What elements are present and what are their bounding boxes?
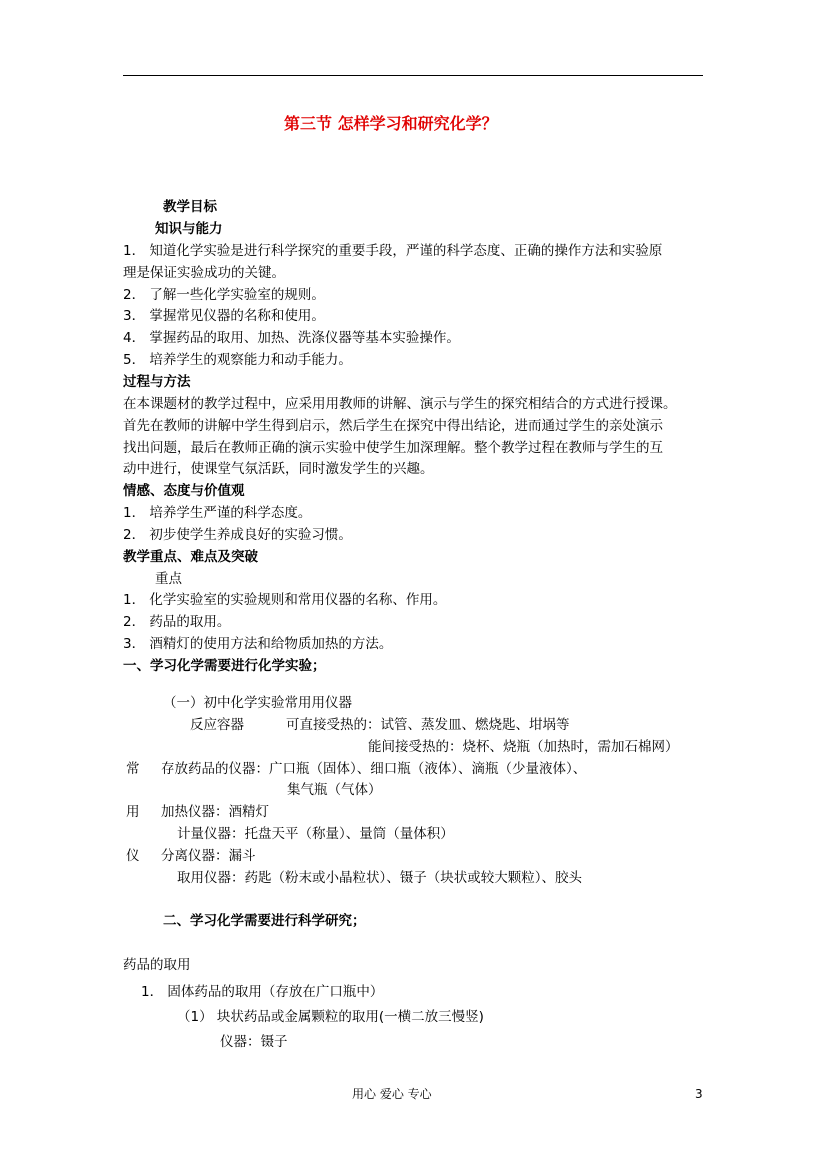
keypoint-item: 3． 酒精灯的使用方法和给物质加热的方法。 (123, 636, 393, 652)
side-char: 用 (126, 804, 140, 820)
attitude-item: 1． 培养学生严谨的科学态度。 (123, 505, 312, 521)
header-rule (123, 75, 703, 76)
attitude-subheading: 情感、态度与价值观 (123, 483, 245, 499)
section1-heading: 一、学习化学需要进行化学实验； (123, 658, 326, 674)
keypoint-item: 2． 药品的取用。 (123, 614, 231, 630)
attitude-item: 2． 初步使学生养成良好的实验习惯。 (123, 527, 352, 543)
process-line: 首先在教师的讲解中学生得到启示，然后学生在探究中得出结论，进而通过学生的亲处演示 (123, 418, 663, 434)
goal-item: 1． 知道化学实验是进行科学探究的重要手段，严谨的科学态度、正确的操作方法和实验原 (123, 243, 663, 259)
heating-line: 加热仪器：酒精灯 (161, 804, 269, 820)
block-line: （1） 块状药品或金属颗粒的取用(一横二放三慢竖) (177, 1009, 484, 1025)
solid-line: 1． 固体药品的取用（存放在广口瓶中） (141, 984, 384, 1000)
storage-line: 存放药品的仪器：广口瓶（固体）、细口瓶（液体）、滴瓶（少量液体）、 (161, 761, 587, 777)
reaction-direct: 可直接受热的：试管、蒸发皿、燃烧匙、坩埚等 (286, 717, 570, 733)
goal-item: 2． 了解一些化学实验室的规则。 (123, 287, 325, 303)
knowledge-subheading: 知识与能力 (155, 221, 223, 237)
process-line: 在本课题材的教学过程中，应采用用教师的讲解、演示与学生的探究相结合的方式进行授课。 (123, 396, 677, 412)
keypoints-subheading: 重点 (155, 571, 182, 587)
section2-heading: 二、学习化学需要进行科学研究； (163, 913, 366, 929)
taking-line: 取用仪器：药匙（粉末或小晶粒状）、镊子（块状或较大颗粒）、胶头 (177, 870, 582, 886)
goal-item: 5． 培养学生的观察能力和动手能力。 (123, 352, 352, 368)
tool-line: 仪器：镊子 (220, 1034, 288, 1050)
goal-item: 4． 掌握药品的取用、加热、洗涤仪器等基本实验操作。 (123, 330, 460, 346)
keypoints-heading: 教学重点、难点及突破 (123, 549, 258, 565)
side-char: 常 (126, 761, 140, 777)
process-line: 动中进行，使课堂气氛活跃，同时激发学生的兴趣。 (123, 461, 434, 477)
goals-heading: 教学目标 (163, 199, 217, 215)
goal-item: 3． 掌握常见仪器的名称和使用。 (123, 308, 325, 324)
side-char: 仪 (126, 848, 140, 864)
goal-item: 理是保证实验成功的关键。 (123, 265, 285, 281)
reaction-indirect: 能间接受热的：烧杯、烧瓶（加热时，需加石棉网） (368, 739, 679, 755)
storage-line-2: 集气瓶（气体） (287, 782, 382, 798)
page-title: 第三节 怎样学习和研究化学？ (284, 114, 498, 133)
process-subheading: 过程与方法 (123, 374, 191, 390)
page-number: 3 (695, 1087, 703, 1101)
process-line: 找出问题，最后在教师正确的演示实验中使学生加深理解。整个教学过程在教师与学生的互 (123, 440, 663, 456)
drug-heading: 药品的取用 (123, 957, 191, 973)
reaction-label: 反应容器 (190, 717, 244, 733)
footer-motto: 用心 爱心 专心 (352, 1087, 432, 1101)
measuring-line: 计量仪器：托盘天平（称量）、量筒（量体积） (177, 826, 454, 842)
instrument-subheading: （一）初中化学实验常用用仪器 (163, 695, 352, 711)
keypoint-item: 1． 化学实验室的实验规则和常用仪器的名称、作用。 (123, 592, 447, 608)
separating-line: 分离仪器：漏斗 (161, 848, 256, 864)
